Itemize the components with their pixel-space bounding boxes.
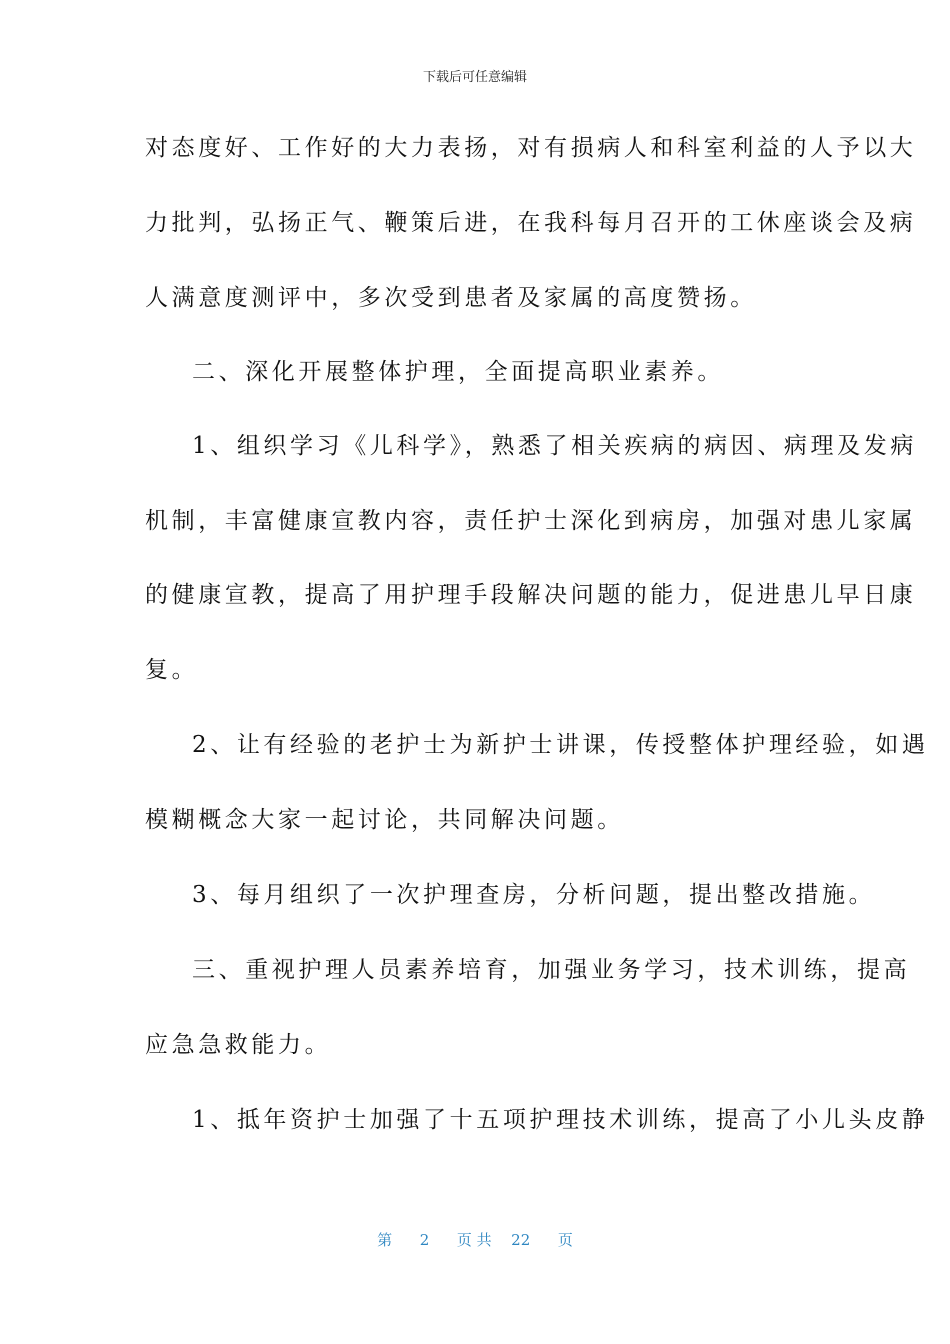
section-heading: 二、深化开展整体护理，全面提高职业素养。 [192, 359, 724, 385]
text-line: 人满意度测评中，多次受到患者及家属的高度赞扬。 [145, 285, 757, 311]
text-line: 对态度好、工作好的大力表扬，对有损病人和科室利益的人予以大 [145, 135, 917, 161]
text-line: 2、让有经验的老护士为新护士讲课，传授整体护理经验，如遇 [192, 732, 929, 758]
footer-middle: 页 共 [456, 1231, 492, 1249]
current-page-number: 2 [419, 1231, 430, 1249]
text-line: 模糊概念大家一起讨论，共同解决问题。 [145, 807, 624, 833]
text-line: 应急急救能力。 [145, 1032, 332, 1058]
section-heading: 三、重视护理人员素养培育，加强业务学习，技术训练，提高 [192, 957, 911, 983]
total-page-number: 22 [511, 1231, 531, 1249]
footer-prefix: 第 [377, 1231, 393, 1249]
text-line: 力批判，弘扬正气、鞭策后进，在我科每月召开的工休座谈会及病 [145, 210, 917, 236]
header-note: 下载后可任意编辑 [422, 70, 527, 85]
text-line: 1、组织学习《儿科学》，熟悉了相关疾病的病因、病理及发病 [192, 433, 917, 459]
text-line: 的健康宣教，提高了用护理手段解决问题的能力，促进患儿早日康 [145, 582, 917, 608]
text-line: 复。 [145, 657, 199, 683]
text-line: 机制，丰富健康宣教内容，责任护士深化到病房，加强对患儿家属 [145, 508, 917, 534]
text-line: 1、抵年资护士加强了十五项护理技术训练，提高了小儿头皮静 [192, 1107, 929, 1133]
text-line: 3、每月组织了一次护理查房，分析问题，提出整改措施。 [192, 882, 876, 908]
footer-suffix: 页 [557, 1231, 573, 1249]
page-footer [0, 1229, 950, 1250]
